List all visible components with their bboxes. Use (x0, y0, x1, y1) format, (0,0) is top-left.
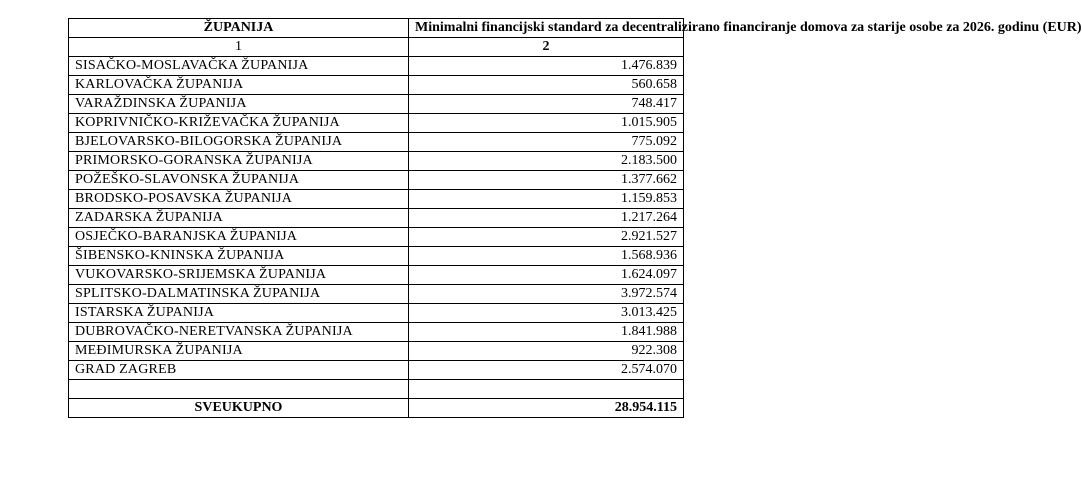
column-number-2: 2 (409, 38, 684, 57)
county-name: VUKOVARSKO-SRIJEMSKA ŽUPANIJA (69, 266, 409, 285)
table-row (69, 76, 684, 95)
county-value: 560.658 (409, 76, 684, 95)
table-row (69, 57, 684, 76)
county-value: 2.574.070 (409, 361, 684, 380)
county-name: VARAŽDINSKA ŽUPANIJA (69, 95, 409, 114)
table-row (69, 266, 684, 285)
county-name: OSJEČKO-BARANJSKA ŽUPANIJA (69, 228, 409, 247)
table-row (69, 209, 684, 228)
county-name: MEĐIMURSKA ŽUPANIJA (69, 342, 409, 361)
county-value: 2.921.527 (409, 228, 684, 247)
county-value: 1.217.264 (409, 209, 684, 228)
table-row (69, 171, 684, 190)
column-number-row (69, 38, 684, 57)
table-row (69, 114, 684, 133)
table-row (69, 361, 684, 380)
county-value: 1.841.988 (409, 323, 684, 342)
table-row (69, 285, 684, 304)
table-row (69, 342, 684, 361)
total-row (69, 399, 684, 418)
county-value: 1.476.839 (409, 57, 684, 76)
total-label: SVEUKUPNO (69, 399, 409, 418)
header-row (69, 19, 684, 38)
table-row (69, 304, 684, 323)
county-column-header: ŽUPANIJA (69, 19, 409, 38)
county-value: 775.092 (409, 133, 684, 152)
county-value: 1.624.097 (409, 266, 684, 285)
table-row (69, 133, 684, 152)
table-row (69, 323, 684, 342)
spacer-row (69, 380, 684, 399)
county-value: 1.568.936 (409, 247, 684, 266)
total-value: 28.954.115 (409, 399, 684, 418)
county-name: BRODSKO-POSAVSKA ŽUPANIJA (69, 190, 409, 209)
county-value: 1.015.905 (409, 114, 684, 133)
county-value: 1.159.853 (409, 190, 684, 209)
county-value: 3.972.574 (409, 285, 684, 304)
table-row (69, 247, 684, 266)
county-name: POŽEŠKO-SLAVONSKA ŽUPANIJA (69, 171, 409, 190)
county-value: 2.183.500 (409, 152, 684, 171)
table-row (69, 190, 684, 209)
county-name: DUBROVAČKO-NERETVANSKA ŽUPANIJA (69, 323, 409, 342)
spacer-cell (409, 380, 684, 399)
table-row (69, 95, 684, 114)
county-value: 3.013.425 (409, 304, 684, 323)
county-name: KOPRIVNIČKO-KRIŽEVAČKA ŽUPANIJA (69, 114, 409, 133)
county-value: 748.417 (409, 95, 684, 114)
spacer-cell (69, 380, 409, 399)
table-row (69, 152, 684, 171)
county-name: GRAD ZAGREB (69, 361, 409, 380)
county-name: ISTARSKA ŽUPANIJA (69, 304, 409, 323)
county-funding-table (68, 18, 1082, 418)
county-name: SPLITSKO-DALMATINSKA ŽUPANIJA (69, 285, 409, 304)
column-number-1: 1 (69, 38, 409, 57)
county-value: 922.308 (409, 342, 684, 361)
county-name: KARLOVAČKA ŽUPANIJA (69, 76, 409, 95)
table-row (69, 228, 684, 247)
standard-column-header: Minimalni financijski standard za decentralizirano financiranje domova za starije osobe za 2026. godinu (EUR) (409, 19, 684, 38)
county-name: PRIMORSKO-GORANSKA ŽUPANIJA (69, 152, 409, 171)
county-value: 1.377.662 (409, 171, 684, 190)
county-name: ZADARSKA ŽUPANIJA (69, 209, 409, 228)
county-name: BJELOVARSKO-BILOGORSKA ŽUPANIJA (69, 133, 409, 152)
county-name: SISAČKO-MOSLAVAČKA ŽUPANIJA (69, 57, 409, 76)
county-name: ŠIBENSKO-KNINSKA ŽUPANIJA (69, 247, 409, 266)
